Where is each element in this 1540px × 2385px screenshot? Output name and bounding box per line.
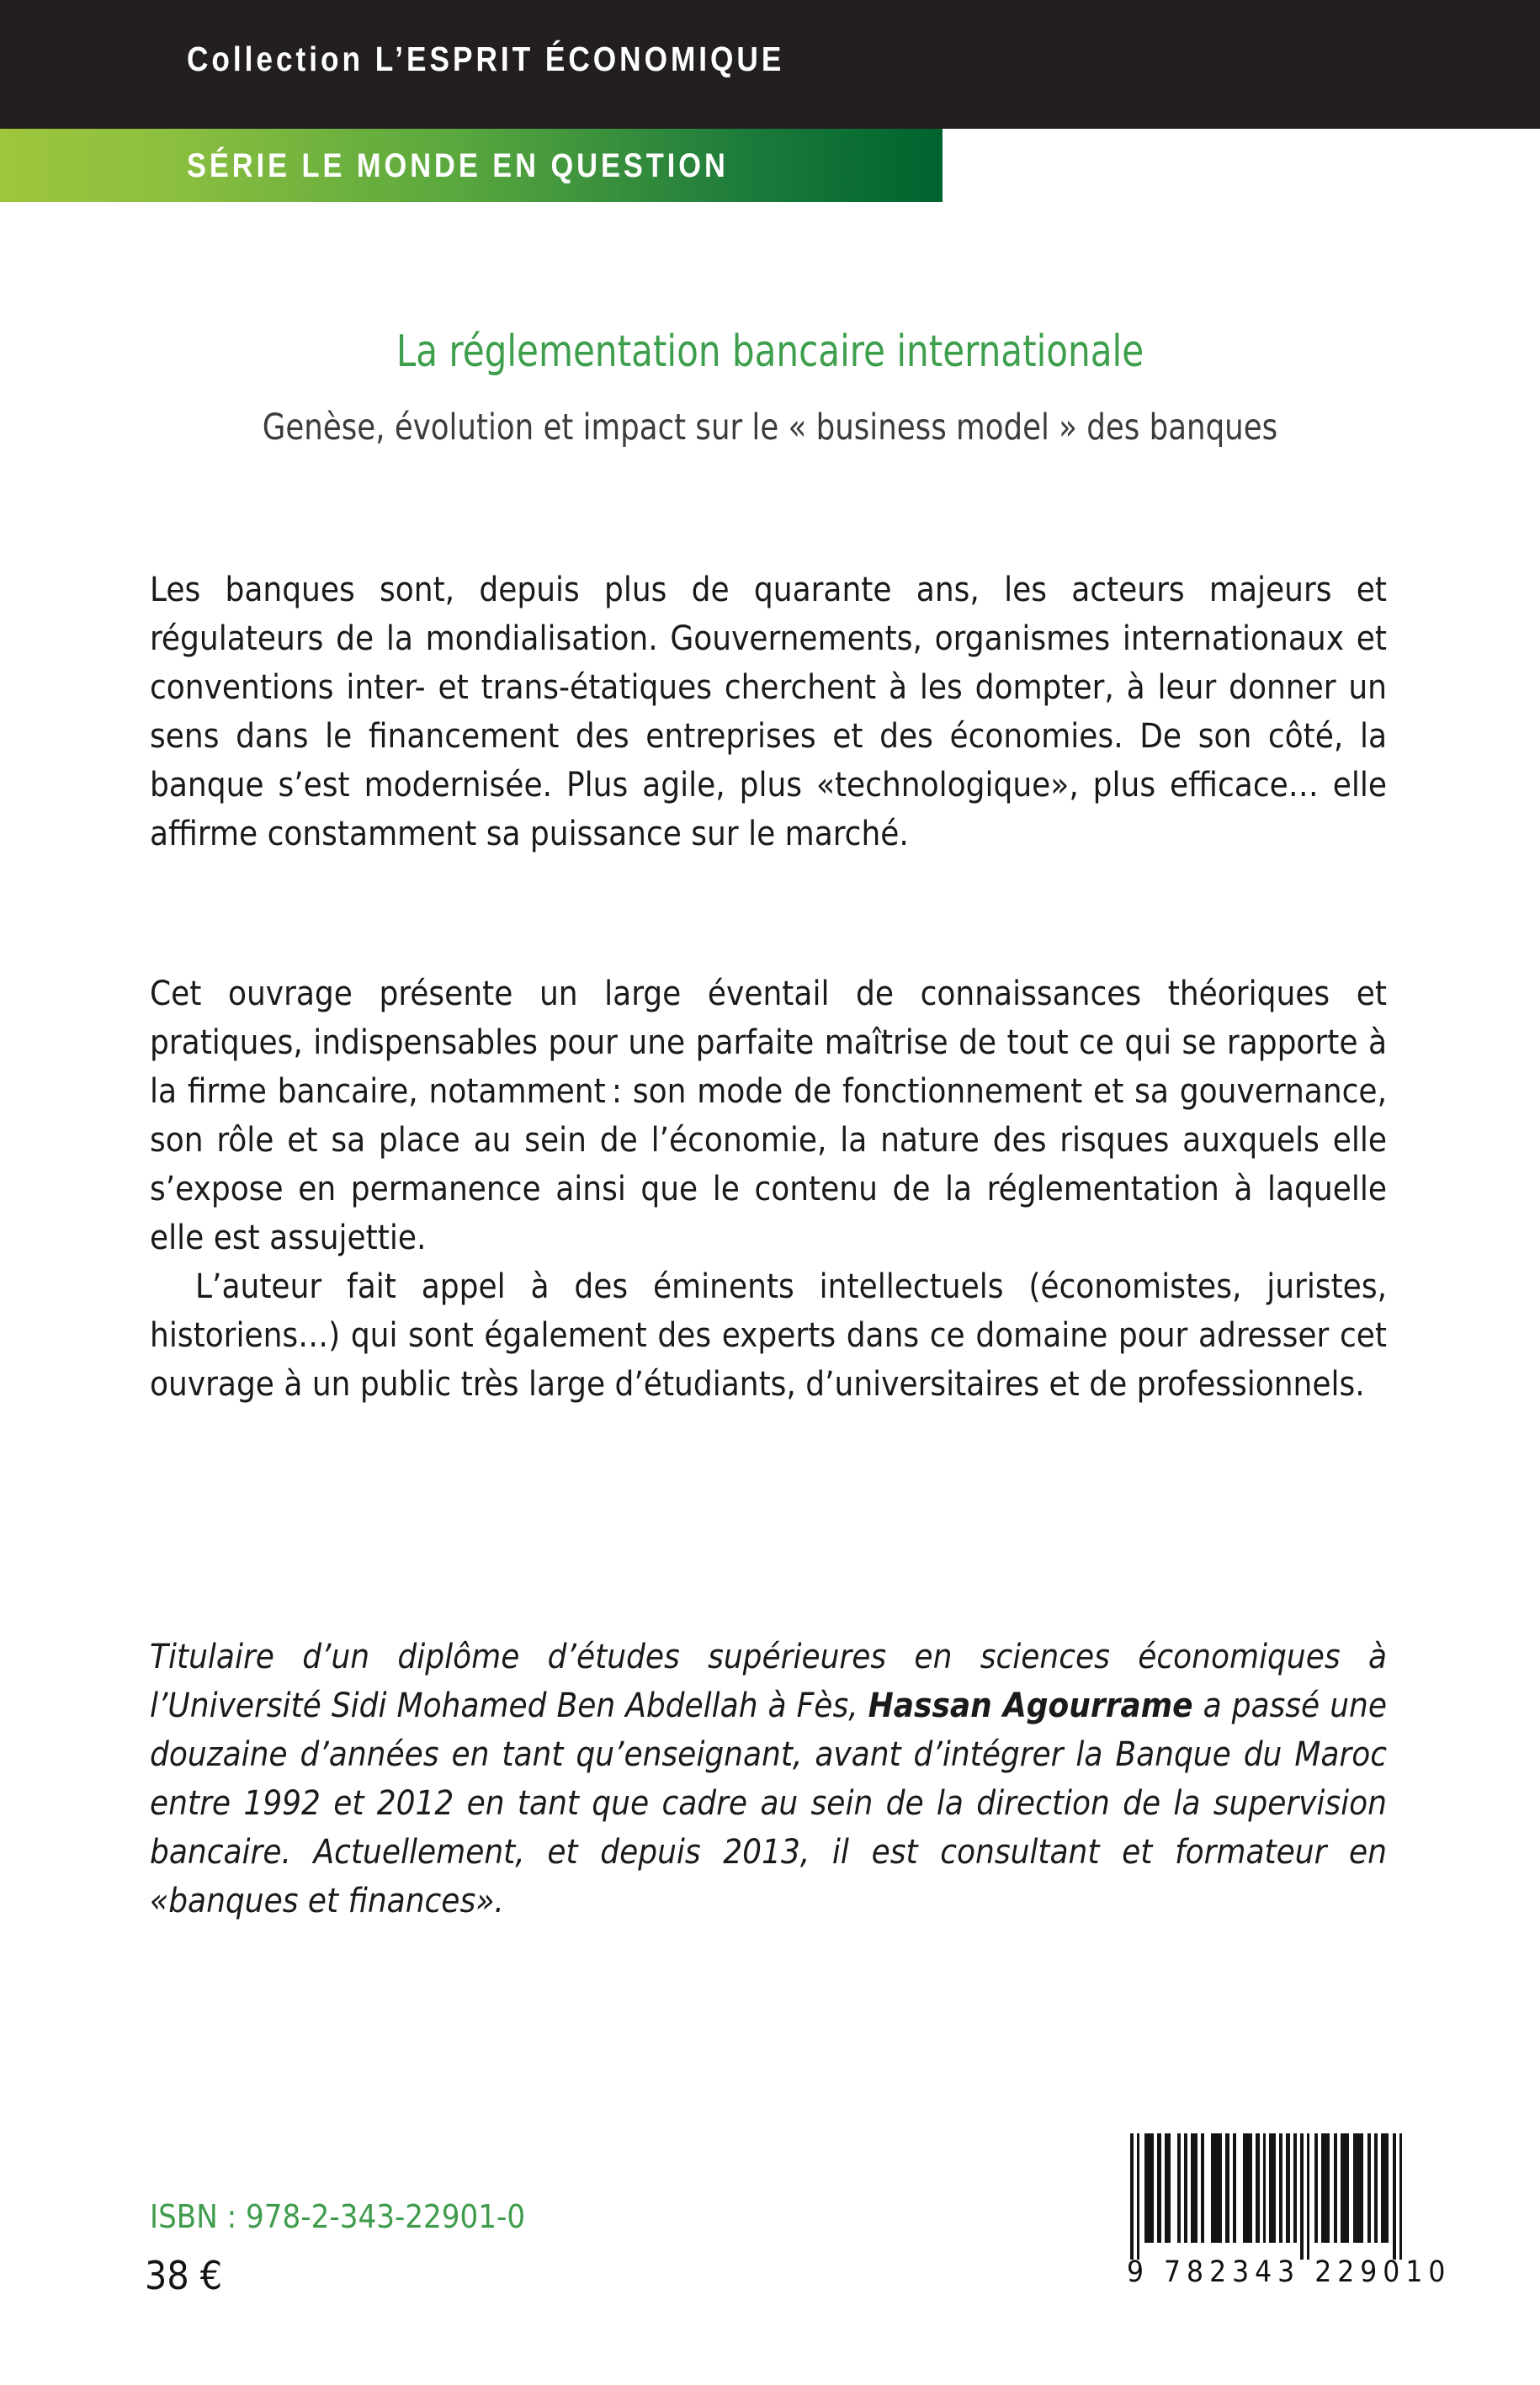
blurb-paragraph-2b: L’auteur fait appel à des éminents intellectuels (économistes, juristes, historiens…) qui sont également des experts dans ce domaine pour adresser cet ouvrage à un public très large d’étudiants, d’universitaires et de professionnels. xyxy=(150,1267,1387,1404)
page-subtitle: Genèse, évolution et impact sur le « business model » des banques xyxy=(262,406,1278,449)
isbn-text: ISBN : 978-2-343-22901-0 xyxy=(150,2198,526,2235)
author-bio-part-two: a passé une douzaine d’années en tant qu’enseignant, avant d’intégrer la Banque du Maroc entre 1992 et 2012 en tant que cadre au sein de la direction de la supervision bancaire. Actuellement, et depuis 2013, il est consultant et formateur en «banques et finances». xyxy=(150,1686,1387,1920)
blurb-paragraph-1: Les banques sont, depuis plus de quarante ans, les acteurs majeurs et régulateurs de la mondialisation. Gouvernements, organismes internationaux et conventions inter- et trans-étatiques cherchent à les dompter, à leur donner un sens dans le financement des entreprises et des économies. De son côté, la banque s’est modernisée. Plus agile, plus «technologique», plus efficace… elle affirme constamment sa puissance sur le marché. xyxy=(150,571,1387,853)
blurb-paragraph-2a: Cet ouvrage présente un large éventail de connaissances théoriques et pratiques, indispensables pour une parfaite maîtrise de tout ce qui se rapporte à la firme bancaire, notamment : son mode de fonctionnement et sa gouvernance, son rôle et sa place au sein de l’économie, la nature des risques auxquels elle s’expose en permanence ainsi que le contenu de la réglementation à laquelle elle est assujettie. xyxy=(150,975,1387,1257)
collection-label: Collection L’ESPRIT ÉCONOMIQUE xyxy=(187,40,785,78)
blurb-block-one xyxy=(150,566,1387,858)
price-text: 38 € xyxy=(145,2253,223,2298)
author-bio xyxy=(150,1633,1387,1926)
page-title: La réglementation bancaire internationale xyxy=(396,327,1144,377)
author-name: Hassan Agourrame xyxy=(868,1686,1193,1725)
author-bio-part-one: Titulaire d’un diplôme d’études supérieures en sciences économiques à l’Université Sidi Mohamed Ben Abdellah à Fès, xyxy=(150,1638,1387,1725)
blurb-block-two xyxy=(150,969,1387,1409)
series-label: SÉRIE LE MONDE EN QUESTION xyxy=(187,147,729,184)
barcode-digits: 9 782343 229010 xyxy=(1127,2255,1452,2289)
